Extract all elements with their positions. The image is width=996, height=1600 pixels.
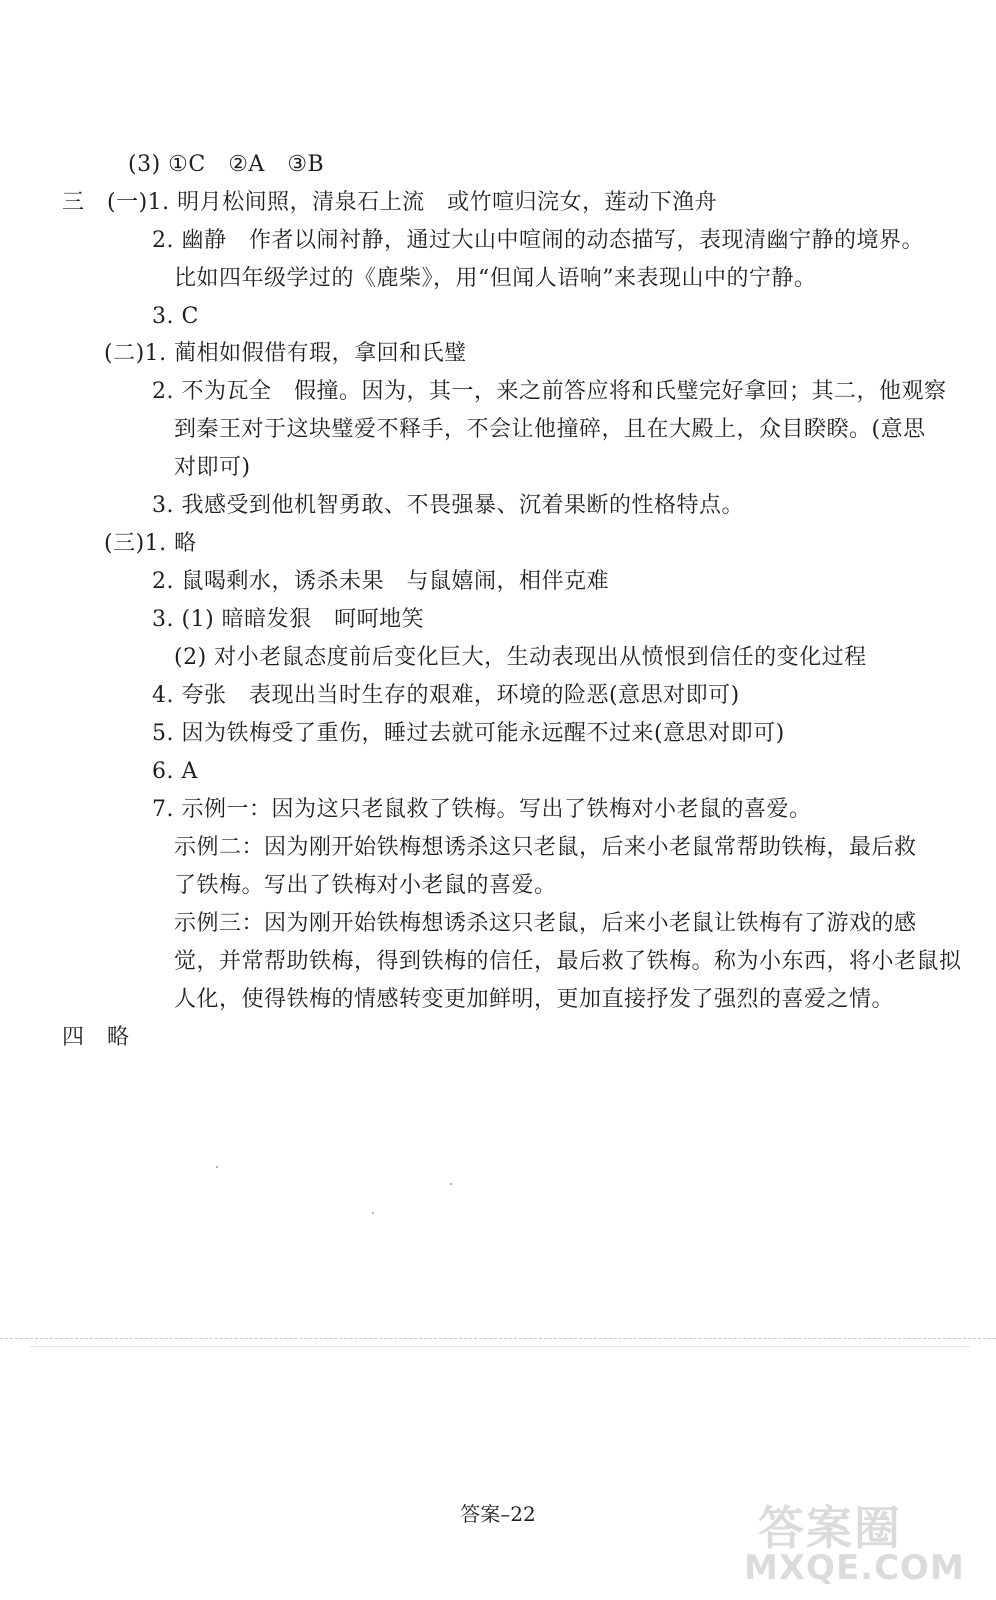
scan-speck [450,1183,452,1185]
answer-line: 示例三：因为刚开始铁梅想诱杀这只老鼠，后来小老鼠让铁梅有了游戏的感 [174,911,917,936]
answer-line: 3. 我感受到他机智勇敢、不畏强暴、沉着果断的性格特点。 [152,493,744,518]
answer-line: (2) 对小老鼠态度前后变化巨大，生动表现出从愤恨到信任的变化过程 [174,645,867,670]
section-heading-three: 三 (一)1. 明月松间照，清泉石上流 或竹喧归浣女，莲动下渔舟 [62,190,718,215]
answer-line: 对即可) [174,455,251,480]
subsection-heading: (二)1. 蔺相如假借有瑕，拿回和氏璧 [104,341,467,366]
subsection-heading: (三)1. 略 [104,531,197,556]
answer-line: 2. 鼠喝剩水，诱杀未果 与鼠嬉闹，相伴克难 [152,569,609,594]
answer-line: 人化，使得铁梅的情感转变更加鲜明，更加直接抒发了强烈的喜爱之情。 [174,987,895,1012]
watermark-url: MXQE.COM [744,1548,965,1588]
page-number: 答案–22 [460,1502,536,1526]
answer-line: 2. 幽静 作者以闹衬静，通过大山中喧闹的动态描写，表现清幽宁静的境界。 [152,228,924,253]
answer-line: 4. 夸张 表现出当时生存的艰难，环境的险恶(意思对即可) [152,683,740,708]
answer-line: 6. A [152,759,198,784]
answer-line: 觉，并常帮助铁梅，得到铁梅的信任，最后救了铁梅。称为小东西，将小老鼠拟 [174,949,962,974]
page-divider [30,1346,970,1347]
answer-line: 到秦王对于这块璧爱不释手，不会让他撞碎，且在大殿上，众目睽睽。(意思 [174,417,926,442]
scan-speck [216,1166,218,1168]
answer-line: 3. C [152,304,199,329]
page-divider [0,1338,996,1339]
answer-line: 比如四年级学过的《鹿柴》，用“但闻人语响”来表现山中的宁静。 [174,266,817,291]
answer-line: 5. 因为铁梅受了重伤，睡过去就可能永远醒不过来(意思对即可) [152,721,785,746]
answer-line: 2. 不为瓦全 假撞。因为，其一，来之前答应将和氏璧完好拿回；其二，他观察 [152,379,947,404]
section-heading-four: 四 略 [62,1025,130,1050]
answer-line: 了铁梅。写出了铁梅对小老鼠的喜爱。 [174,873,557,898]
watermark-logo [738,1492,988,1592]
answer-line: 3. (1) 暗暗发狠 呵呵地笑 [152,607,425,632]
watermark-text: 答案圈 [758,1501,902,1555]
scan-speck [372,1212,374,1214]
answer-line: (3) ①C ②A ③B [128,152,325,177]
answer-line: 7. 示例一：因为这只老鼠救了铁梅。写出了铁梅对小老鼠的喜爱。 [152,797,812,822]
answer-line: 示例二：因为刚开始铁梅想诱杀这只老鼠，后来小老鼠常帮助铁梅，最后救 [174,835,917,860]
